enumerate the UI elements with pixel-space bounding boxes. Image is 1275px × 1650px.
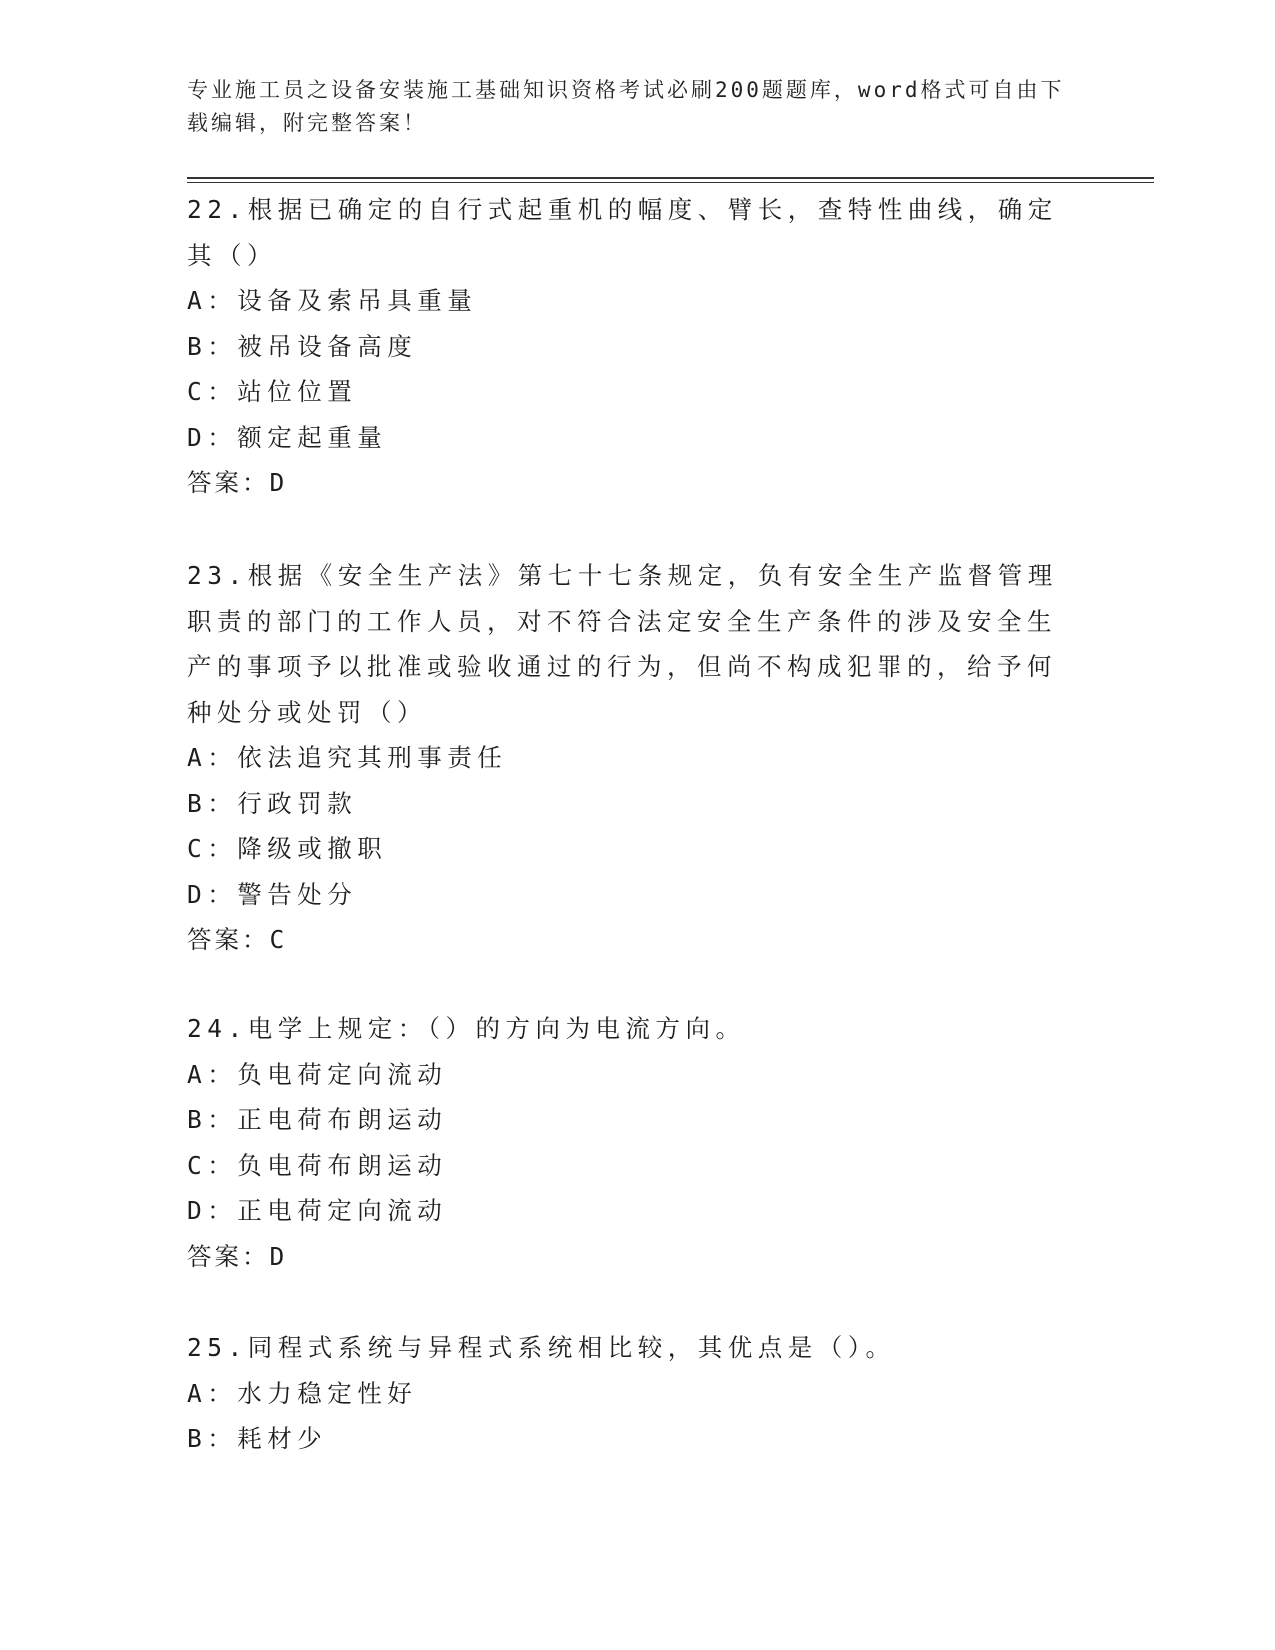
option-a: A：负电荷定向流动 — [187, 1059, 448, 1089]
question-stem: 24.电学上规定：（）的方向为电流方向。 — [187, 1014, 746, 1043]
option-b: B：行政罚款 — [187, 788, 358, 818]
option-d: D：额定起重量 — [187, 422, 388, 452]
question-25 — [187, 1325, 1067, 1462]
question-stem: 23.根据《安全生产法》第七十七条规定，负有安全生产监督管理职责的部门的工作人员，对不符合法定安全生产条件的涉及安全生产的事项予以批准或验收通过的行为，但尚不构成犯罪的，给予何种处分或处罚（） — [187, 561, 1058, 727]
option-b: B：被吊设备高度 — [187, 331, 418, 361]
option-b: B：正电荷布朗运动 — [187, 1105, 448, 1134]
answer-label: 答案： — [187, 1241, 270, 1271]
option-a: A：设备及索吊具重量 — [187, 286, 478, 315]
header-divider — [187, 177, 1154, 183]
option-d: D：警告处分 — [187, 879, 358, 909]
answer-line — [187, 917, 1067, 963]
option-b: B：耗材少 — [187, 1424, 328, 1453]
answer-value: D — [269, 468, 287, 497]
option-a: A：水力稳定性好 — [187, 1378, 418, 1408]
answer-value: D — [269, 1241, 287, 1271]
option-a: A：依法追究其刑事责任 — [187, 743, 508, 772]
option-c: C：站位位置 — [187, 377, 358, 406]
option-d: D：正电荷定向流动 — [187, 1196, 448, 1225]
document-intro: 专业施工员之设备安装施工基础知识资格考试必刷200题题库，word格式可自由下载编辑，附完整答案！ — [187, 78, 1065, 135]
answer-line — [187, 1234, 1067, 1280]
answer-line — [187, 460, 1067, 506]
question-stem: 22.根据已确定的自行式起重机的幅度、臂长，查特性曲线，确定其（） — [187, 195, 1058, 270]
option-c: C：负电荷布朗运动 — [187, 1150, 448, 1180]
option-c: C：降级或撤职 — [187, 834, 388, 863]
question-23 — [187, 553, 1067, 963]
answer-label: 答案： — [187, 468, 270, 497]
question-22 — [187, 187, 1067, 506]
question-24 — [187, 1006, 1067, 1279]
question-stem: 25.同程式系统与异程式系统相比较，其优点是（）。 — [187, 1333, 896, 1362]
answer-label: 答案： — [187, 925, 270, 954]
answer-value: C — [269, 925, 287, 954]
